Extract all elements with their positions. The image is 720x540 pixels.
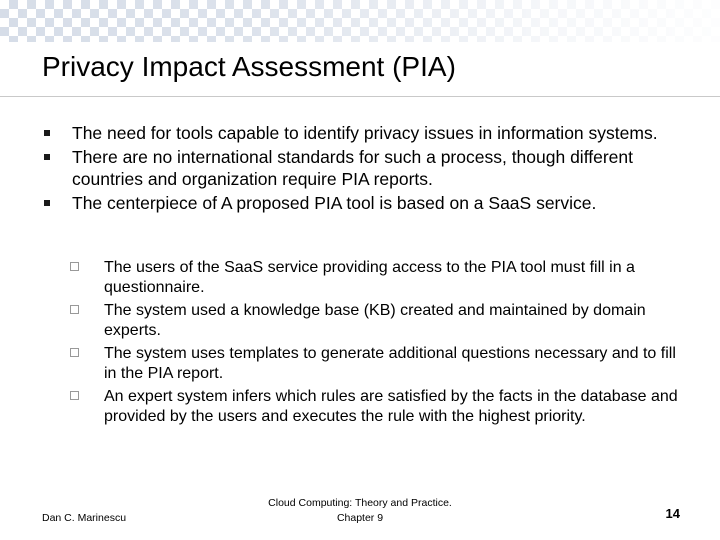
sub-bullet-item xyxy=(58,387,678,427)
footer-author: Dan C. Marinescu xyxy=(42,512,127,524)
hollow-square-bullet-icon xyxy=(70,262,79,271)
slide-title: Privacy Impact Assessment (PIA) xyxy=(42,51,456,82)
bullet-item xyxy=(42,122,692,144)
sub-bullet-text: The users of the SaaS service providing access to the PIA tool must fill in a questionnaire. xyxy=(104,259,635,296)
bullet-item xyxy=(42,192,692,214)
hollow-square-bullet-icon xyxy=(70,305,79,314)
footer-book-line1: Cloud Computing: Theory and Practice. xyxy=(268,497,452,509)
bullet-text: The centerpiece of A proposed PIA tool is based on a SaaS service. xyxy=(72,193,597,213)
sub-bullet-item xyxy=(58,258,678,298)
sub-bullet-text: The system used a knowledge base (KB) created and maintained by domain experts. xyxy=(104,302,646,339)
hollow-square-bullet-icon xyxy=(70,391,79,400)
hollow-square-bullet-icon xyxy=(70,348,79,357)
bullet-item xyxy=(42,146,692,190)
sub-bullet-item xyxy=(58,344,678,384)
sub-bullet-item xyxy=(58,301,678,341)
page-number: 14 xyxy=(665,506,680,521)
square-bullet-icon xyxy=(44,200,50,206)
bullet-text: The need for tools capable to identify privacy issues in information systems. xyxy=(72,123,658,143)
sub-bullet-text: An expert system infers which rules are satisfied by the facts in the database and provided by the users and executes the rule with the highest priority. xyxy=(104,388,678,425)
title-divider xyxy=(0,96,720,97)
square-bullet-icon xyxy=(44,130,50,136)
sub-bullet-list xyxy=(58,258,678,430)
footer-book-title xyxy=(240,496,480,526)
header-checker-pattern xyxy=(0,0,720,42)
square-bullet-icon xyxy=(44,154,50,160)
footer-book-line2: Chapter 9 xyxy=(336,512,384,524)
bullet-text: There are no international standards for such a process, though different countries and organization require PIA reports. xyxy=(72,147,633,189)
main-bullet-list xyxy=(42,122,692,216)
sub-bullet-text: The system uses templates to generate additional questions necessary and to fill in the PIA report. xyxy=(104,345,676,382)
